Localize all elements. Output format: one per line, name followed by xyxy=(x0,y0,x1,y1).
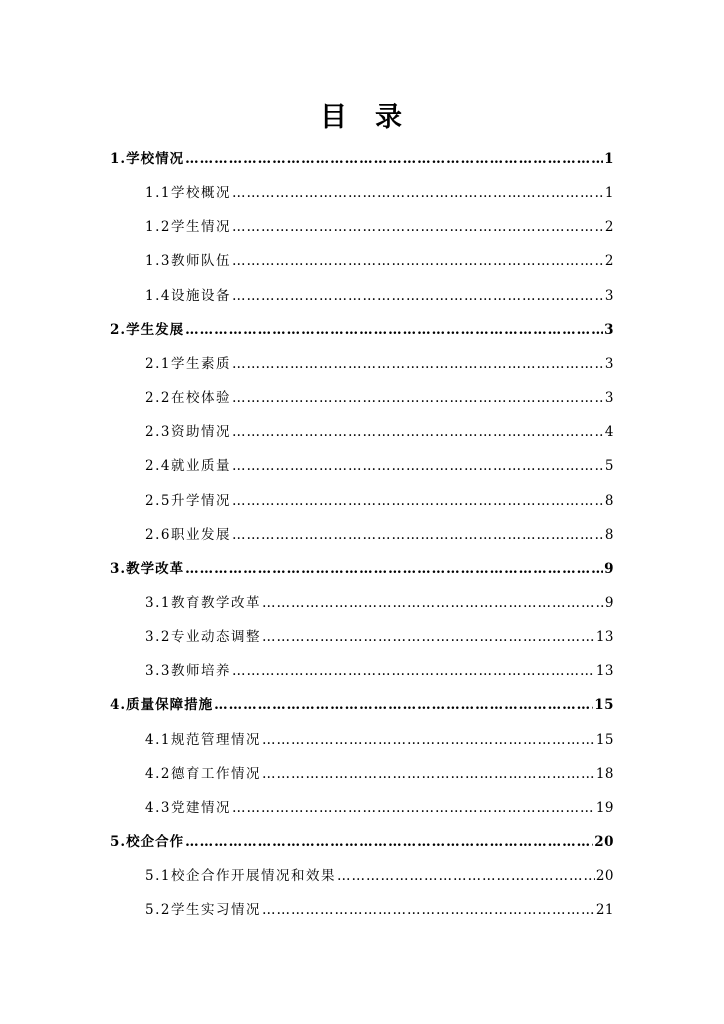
toc-entry[interactable] xyxy=(110,694,614,716)
toc-entry-text: 学校情况 xyxy=(126,151,185,167)
toc-page-number: 4 xyxy=(604,424,614,441)
toc-entry-number: 2.5 xyxy=(145,492,171,509)
toc-entry-text: 教师队伍 xyxy=(170,253,231,270)
toc-entry-text: 学生素质 xyxy=(170,355,231,372)
toc-leader-dots xyxy=(232,421,604,443)
toc-entry-text: 职业发展 xyxy=(170,526,231,543)
toc-page-number: 2 xyxy=(604,219,614,236)
toc-entry[interactable] xyxy=(110,148,614,170)
toc-page-number: 9 xyxy=(604,594,614,611)
toc-page-number: 15 xyxy=(595,731,614,748)
toc-entry-label xyxy=(110,319,184,341)
toc-title-part1: 目 xyxy=(320,102,349,133)
toc-entry-text: 质量保障措施 xyxy=(126,697,214,714)
toc-entry-text: 校企合作开展情况和效果 xyxy=(170,868,336,885)
toc-entry-label xyxy=(145,182,231,204)
toc-title xyxy=(0,95,724,134)
toc-entry-number: 3. xyxy=(110,560,127,577)
toc-entry[interactable] xyxy=(145,899,614,921)
toc-entry-label xyxy=(145,250,231,272)
toc-entry-number: 4.2 xyxy=(145,765,171,782)
toc-entry-text: 教师培养 xyxy=(170,663,231,680)
toc-page-number: 1 xyxy=(604,185,614,202)
toc-entry[interactable] xyxy=(145,797,614,819)
toc-entry-number: 3.3 xyxy=(145,663,171,680)
toc-entry-number: 4. xyxy=(110,697,127,714)
toc-page-number: 13 xyxy=(595,663,614,680)
toc-entry[interactable] xyxy=(110,319,614,341)
toc-page-number: 20 xyxy=(595,868,614,885)
toc-entry-number: 5. xyxy=(110,834,127,850)
toc-entry[interactable] xyxy=(145,421,614,443)
toc-page-number: 3 xyxy=(604,390,614,407)
toc-entry[interactable] xyxy=(145,250,614,272)
toc-entry-label xyxy=(145,421,231,443)
toc-entry[interactable] xyxy=(145,729,614,751)
toc-entry-label xyxy=(110,148,184,170)
toc-entry-text: 升学情况 xyxy=(170,492,231,509)
toc-entry-label xyxy=(110,694,213,716)
toc-page-number: 19 xyxy=(595,799,614,816)
toc-entry-text: 就业质量 xyxy=(170,458,231,475)
toc-page-number: 2 xyxy=(604,253,614,270)
toc-entry-label xyxy=(145,660,231,682)
toc-entry-text: 专业动态调整 xyxy=(170,629,261,646)
toc-entry[interactable] xyxy=(145,524,614,546)
toc-entry-label xyxy=(145,216,231,238)
toc-entry-label xyxy=(145,592,261,614)
toc-entry-text: 学校概况 xyxy=(170,185,231,202)
toc-page-number: 9 xyxy=(604,560,614,577)
toc-entry[interactable] xyxy=(145,353,614,375)
toc-entry-text: 学生发展 xyxy=(126,321,185,338)
toc-entry[interactable] xyxy=(145,285,614,307)
toc-entry-label xyxy=(110,831,184,853)
toc-entry[interactable] xyxy=(110,558,614,580)
toc-entry-label xyxy=(145,387,231,409)
toc-entry-number: 2.2 xyxy=(145,390,171,407)
toc-leader-dots xyxy=(232,285,604,307)
toc-page-number: 8 xyxy=(604,526,614,543)
toc-leader-dots xyxy=(214,694,593,716)
toc-leader-dots xyxy=(262,626,595,648)
toc-leader-dots xyxy=(232,797,595,819)
toc-entry-number: 2.4 xyxy=(145,458,171,475)
toc-entry-label xyxy=(145,729,261,751)
toc-leader-dots xyxy=(262,899,595,921)
toc-entry-number: 1.1 xyxy=(145,185,171,202)
toc-entry-number: 2.1 xyxy=(145,355,171,372)
toc-leader-dots xyxy=(262,592,604,614)
toc-entry-label xyxy=(145,763,261,785)
toc-entry-number: 5.1 xyxy=(145,868,171,885)
toc-leader-dots xyxy=(232,387,604,409)
toc-leader-dots xyxy=(232,455,604,477)
toc-leader-dots xyxy=(232,250,604,272)
toc-entry-text: 学生实习情况 xyxy=(170,902,261,919)
toc-entry-label xyxy=(145,524,231,546)
toc-entry-number: 4.1 xyxy=(145,731,171,748)
toc-entry-text: 教学改革 xyxy=(126,560,185,577)
toc-page-number: 3 xyxy=(604,287,614,304)
toc-entry[interactable] xyxy=(145,660,614,682)
toc-title-part2: 录 xyxy=(375,102,404,133)
toc-leader-dots xyxy=(232,353,604,375)
toc-entry-label xyxy=(145,455,231,477)
toc-entry-text: 设施设备 xyxy=(170,287,231,304)
toc-page-number: 5 xyxy=(604,458,614,475)
toc-entry[interactable] xyxy=(145,216,614,238)
toc-page-number: 15 xyxy=(594,697,614,714)
toc-entry[interactable] xyxy=(145,592,614,614)
toc-entry-number: 3.2 xyxy=(145,629,171,646)
toc-entry-label xyxy=(145,626,261,648)
toc-entry-number: 4.3 xyxy=(145,799,171,816)
toc-entry-number: 3.1 xyxy=(145,594,171,611)
toc-page-number: 18 xyxy=(595,765,614,782)
toc-leader-dots xyxy=(185,319,603,341)
toc-leader-dots xyxy=(262,729,595,751)
toc-page-number: 21 xyxy=(595,902,614,919)
toc-entry[interactable] xyxy=(145,490,614,512)
toc-leader-dots xyxy=(232,490,604,512)
toc-page-number: 13 xyxy=(595,629,614,646)
toc-entry[interactable] xyxy=(145,182,614,204)
toc-entry[interactable] xyxy=(145,387,614,409)
toc-entry-number: 2.6 xyxy=(145,526,171,543)
toc-leader-dots xyxy=(232,216,604,238)
toc-entry-number: 1.2 xyxy=(145,219,171,236)
toc-entry-label xyxy=(145,353,231,375)
toc-entry-number: 1. xyxy=(110,151,127,167)
toc-entry[interactable] xyxy=(145,763,614,785)
toc-entry[interactable] xyxy=(110,831,614,853)
toc-leader-dots xyxy=(232,524,604,546)
toc-leader-dots xyxy=(232,660,595,682)
toc-entry-number: 2.3 xyxy=(145,424,171,441)
toc-leader-dots xyxy=(185,831,593,853)
toc-leader-dots xyxy=(262,763,595,785)
toc-entry-label xyxy=(110,558,184,580)
toc-entry-label xyxy=(145,865,336,887)
toc-entry-text: 党建情况 xyxy=(170,799,231,816)
toc-page-number: 8 xyxy=(604,492,614,509)
toc-entry-label xyxy=(145,899,261,921)
toc-leader-dots xyxy=(232,182,604,204)
toc-page-number: 3 xyxy=(604,355,614,372)
toc-entry-text: 在校体验 xyxy=(170,390,231,407)
toc-entry-number: 5.2 xyxy=(145,902,171,919)
toc-entry-text: 资助情况 xyxy=(170,424,231,441)
toc-leader-dots xyxy=(185,148,603,170)
toc-entry-number: 1.3 xyxy=(145,253,171,270)
toc-page-number: 1 xyxy=(604,151,614,167)
toc-entry-text: 校企合作 xyxy=(126,834,185,850)
toc-entry[interactable] xyxy=(145,626,614,648)
toc-entry[interactable] xyxy=(145,455,614,477)
toc-page-number: 20 xyxy=(594,834,614,850)
toc-entry-text: 教育教学改革 xyxy=(170,594,261,611)
toc-entry-text: 规范管理情况 xyxy=(170,731,261,748)
toc-entry-label xyxy=(145,797,231,819)
toc-leader-dots xyxy=(337,865,595,887)
toc-entry-number: 1.4 xyxy=(145,287,171,304)
toc-entry-number: 2. xyxy=(110,321,127,338)
toc-entry-label xyxy=(145,490,231,512)
toc-entry[interactable] xyxy=(145,865,614,887)
toc-leader-dots xyxy=(185,558,603,580)
toc-entry-text: 学生情况 xyxy=(170,219,231,236)
toc-entry-label xyxy=(145,285,231,307)
toc-page-number: 3 xyxy=(604,321,614,338)
toc-entry-text: 德育工作情况 xyxy=(170,765,261,782)
